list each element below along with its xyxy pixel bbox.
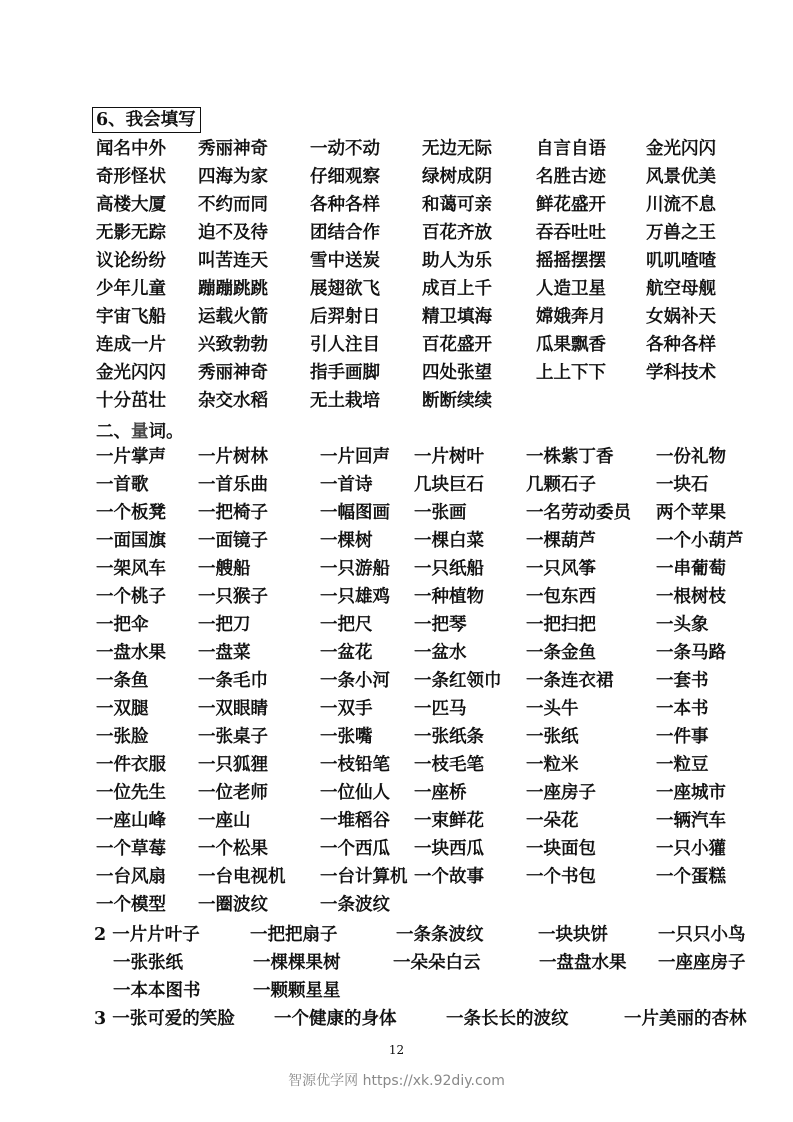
word-cell: 一条红领巾 [414, 671, 502, 691]
word-cell: 一圈波纹 [198, 895, 268, 915]
word-cell: 名胜古迹 [536, 167, 606, 187]
word-cell: 一个松果 [198, 839, 268, 859]
word-cell: 一粒豆 [656, 755, 709, 775]
word-cell: 成百上千 [422, 279, 492, 299]
grid-row [96, 219, 776, 247]
word-cell: 一条小河 [320, 671, 390, 691]
word-cell: 一套书 [656, 671, 709, 691]
phrase-item: 一只只小鸟 [658, 925, 746, 945]
word-cell: 一棵白菜 [414, 531, 484, 551]
word-cell: 一份礼物 [656, 447, 726, 467]
word-cell: 一双腿 [96, 699, 149, 719]
word-cell: 一张嘴 [320, 727, 373, 747]
word-cell: 航空母舰 [646, 279, 716, 299]
word-cell: 一双手 [320, 699, 373, 719]
word-cell: 金光闪闪 [646, 139, 716, 159]
word-cell: 一片树叶 [414, 447, 484, 467]
word-cell: 风景优美 [646, 167, 716, 187]
word-cell: 一张画 [414, 503, 467, 523]
grid-row [96, 779, 776, 807]
word-cell: 秀丽神奇 [198, 139, 268, 159]
word-cell: 一位老师 [198, 783, 268, 803]
word-cell: 一首诗 [320, 475, 373, 495]
word-cell: 兴致勃勃 [198, 335, 268, 355]
word-cell: 鲜花盛开 [536, 195, 606, 215]
phrase-item: 3 一张可爱的笑脸 [94, 1009, 235, 1029]
grid-row [96, 499, 776, 527]
word-cell: 一只狐狸 [198, 755, 268, 775]
grid-row [96, 331, 776, 359]
word-cell: 一座山 [198, 811, 251, 831]
word-cell: 一片树林 [198, 447, 268, 467]
word-cell: 一只猴子 [198, 587, 268, 607]
phrase-item: 一本本图书 [113, 981, 201, 1001]
word-cell: 一首歌 [96, 475, 149, 495]
phrase-item: 一张张纸 [113, 953, 183, 973]
word-cell: 嫦娥奔月 [536, 307, 606, 327]
word-cell: 一个板凳 [96, 503, 166, 523]
word-cell: 一张纸 [526, 727, 579, 747]
word-cell: 精卫填海 [422, 307, 492, 327]
grid-row [96, 303, 776, 331]
word-cell: 各种各样 [310, 195, 380, 215]
word-cell: 一种植物 [414, 587, 484, 607]
heading-prefix: 二、 [96, 422, 131, 442]
grid-row [96, 667, 776, 695]
word-cell: 一张纸条 [414, 727, 484, 747]
word-cell: 一枝铅笔 [320, 755, 390, 775]
word-cell: 断断续续 [422, 391, 492, 411]
word-cell: 宇宙飞船 [96, 307, 166, 327]
word-cell: 一个草莓 [96, 839, 166, 859]
grid-row [96, 471, 776, 499]
word-cell: 一盘菜 [198, 643, 251, 663]
word-cell: 连成一片 [96, 335, 166, 355]
word-cell: 一把刀 [198, 615, 251, 635]
phrase-item: 一条条波纹 [396, 925, 484, 945]
word-cell: 无边无际 [422, 139, 492, 159]
word-cell: 两个苹果 [656, 503, 726, 523]
word-cell: 指手画脚 [310, 363, 380, 383]
page-number: 12 [388, 1043, 405, 1057]
word-cell: 一个书包 [526, 867, 596, 887]
word-cell: 一座房子 [526, 783, 596, 803]
measure-word-grid [96, 443, 776, 919]
word-cell: 瓜果飘香 [536, 335, 606, 355]
word-cell: 一堆稻谷 [320, 811, 390, 831]
word-cell: 一艘船 [198, 559, 251, 579]
grid-row [96, 751, 776, 779]
word-cell: 万兽之王 [646, 223, 716, 243]
word-cell: 一束鲜花 [414, 811, 484, 831]
word-cell: 叫苦连天 [198, 251, 268, 271]
word-cell: 一只雄鸡 [320, 587, 390, 607]
word-cell: 一幅图画 [320, 503, 390, 523]
word-cell: 一个模型 [96, 895, 166, 915]
word-cell: 绿树成阴 [422, 167, 492, 187]
word-cell: 一把椅子 [198, 503, 268, 523]
word-cell: 一双眼睛 [198, 699, 268, 719]
grid-row [96, 723, 776, 751]
word-cell: 一盘水果 [96, 643, 166, 663]
word-cell: 高楼大厦 [96, 195, 166, 215]
word-cell: 少年儿童 [96, 279, 166, 299]
word-cell: 一个西瓜 [320, 839, 390, 859]
idiom-grid [96, 135, 776, 415]
word-cell: 一包东西 [526, 587, 596, 607]
phrase-item: 一把把扇子 [250, 925, 338, 945]
grid-row [96, 583, 776, 611]
word-cell: 一头牛 [526, 699, 579, 719]
phrase-item: 一盘盘水果 [539, 953, 627, 973]
grid-row [96, 135, 776, 163]
word-cell: 杂交水稻 [198, 391, 268, 411]
word-cell: 一只纸船 [414, 559, 484, 579]
word-cell: 一条连衣裙 [526, 671, 614, 691]
grid-row [96, 807, 776, 835]
word-cell: 迫不及待 [198, 223, 268, 243]
word-cell: 一本书 [656, 699, 709, 719]
word-cell: 吞吞吐吐 [536, 223, 606, 243]
word-cell: 一个蛋糕 [656, 867, 726, 887]
word-cell: 一座桥 [414, 783, 467, 803]
word-cell: 一根树枝 [656, 587, 726, 607]
word-cell: 四处张望 [422, 363, 492, 383]
grid-row [96, 443, 776, 471]
phrase-item: 一颗颗星星 [253, 981, 341, 1001]
word-cell: 引人注目 [310, 335, 380, 355]
word-cell: 一台计算机 [320, 867, 408, 887]
word-cell: 和蔼可亲 [422, 195, 492, 215]
word-cell: 团结合作 [310, 223, 380, 243]
word-cell: 一盆花 [320, 643, 373, 663]
word-cell: 一枝毛笔 [414, 755, 484, 775]
word-cell: 一条鱼 [96, 671, 149, 691]
word-cell: 仔细观察 [310, 167, 380, 187]
phrase-item: 一块块饼 [538, 925, 608, 945]
word-cell: 一台风扇 [96, 867, 166, 887]
word-cell: 几颗石子 [526, 475, 596, 495]
word-cell: 一片掌声 [96, 447, 166, 467]
word-cell: 一个桃子 [96, 587, 166, 607]
word-cell: 川流不息 [646, 195, 716, 215]
word-cell: 奇形怪状 [96, 167, 166, 187]
word-cell: 一块西瓜 [414, 839, 484, 859]
word-cell: 一把扫把 [526, 615, 596, 635]
word-cell: 雪中送炭 [310, 251, 380, 271]
phrase-item: 一片美丽的杏林 [624, 1009, 747, 1029]
word-cell: 展翅欲飞 [310, 279, 380, 299]
heading-suffix: 词。 [148, 422, 184, 442]
word-cell: 一件衣服 [96, 755, 166, 775]
grid-row [96, 163, 776, 191]
word-cell: 上上下下 [536, 363, 606, 383]
word-cell: 一棵葫芦 [526, 531, 596, 551]
word-cell: 一名劳动委员 [526, 503, 631, 523]
word-cell: 一只游船 [320, 559, 390, 579]
grid-row [96, 191, 776, 219]
heading-mark: 量 [131, 422, 149, 442]
word-cell: 一盆水 [414, 643, 467, 663]
word-cell: 一把尺 [320, 615, 373, 635]
grid-row [96, 835, 776, 863]
word-cell: 各种各样 [646, 335, 716, 355]
word-cell: 一件事 [656, 727, 709, 747]
word-cell: 一张桌子 [198, 727, 268, 747]
word-cell: 人造卫星 [536, 279, 606, 299]
word-cell: 蹦蹦跳跳 [198, 279, 268, 299]
word-cell: 十分茁壮 [96, 391, 166, 411]
grid-row [96, 863, 776, 891]
word-cell: 学科技术 [646, 363, 716, 383]
word-cell: 百花盛开 [422, 335, 492, 355]
grid-row [96, 695, 776, 723]
word-cell: 一动不动 [310, 139, 380, 159]
word-cell: 女娲补天 [646, 307, 716, 327]
word-cell: 一个小葫芦 [656, 531, 744, 551]
word-cell: 一朵花 [526, 811, 579, 831]
grid-row [96, 555, 776, 583]
word-cell: 一张脸 [96, 727, 149, 747]
grid-row [96, 527, 776, 555]
phrase-item: 一条长长的波纹 [446, 1009, 569, 1029]
word-cell: 一把伞 [96, 615, 149, 635]
word-cell: 一首乐曲 [198, 475, 268, 495]
grid-row [96, 247, 776, 275]
word-cell: 一位先生 [96, 783, 166, 803]
phrase-item: 一朵朵白云 [393, 953, 481, 973]
word-cell: 一只风筝 [526, 559, 596, 579]
word-cell: 后羿射日 [310, 307, 380, 327]
word-cell: 百花齐放 [422, 223, 492, 243]
word-cell: 金光闪闪 [96, 363, 166, 383]
word-cell: 摇摇摆摆 [536, 251, 606, 271]
measure-word-heading [96, 418, 184, 446]
section-title: 6、我会填写 [92, 107, 201, 133]
phrase-item: 一个健康的身体 [274, 1009, 397, 1029]
grid-row [96, 359, 776, 387]
grid-row [96, 387, 776, 415]
word-cell: 无土栽培 [310, 391, 380, 411]
word-cell: 一条马路 [656, 643, 726, 663]
word-cell: 运载火箭 [198, 307, 268, 327]
word-cell: 一架风车 [96, 559, 166, 579]
word-cell: 自言自语 [536, 139, 606, 159]
footer-watermark: 智源优学网 https://xk.92diy.com [288, 1073, 505, 1089]
phrase-item: 一座座房子 [658, 953, 746, 973]
word-cell: 一块面包 [526, 839, 596, 859]
phrase-item: 2 一片片叶子 [94, 925, 200, 945]
word-cell: 不约而同 [198, 195, 268, 215]
word-cell: 一粒米 [526, 755, 579, 775]
word-cell: 一只小獾 [656, 839, 726, 859]
word-cell: 一条毛巾 [198, 671, 268, 691]
word-cell: 一头象 [656, 615, 709, 635]
word-cell: 一株紫丁香 [526, 447, 614, 467]
grid-row [96, 275, 776, 303]
word-cell: 秀丽神奇 [198, 363, 268, 383]
word-cell: 一面国旗 [96, 531, 166, 551]
word-cell: 一座城市 [656, 783, 726, 803]
word-cell: 一串葡萄 [656, 559, 726, 579]
word-cell: 一块石 [656, 475, 709, 495]
word-cell: 一条波纹 [320, 895, 390, 915]
grid-row [96, 891, 776, 919]
grid-row [96, 639, 776, 667]
word-cell: 一片回声 [320, 447, 390, 467]
word-cell: 一把琴 [414, 615, 467, 635]
word-cell: 助人为乐 [422, 251, 492, 271]
word-cell: 一面镜子 [198, 531, 268, 551]
word-cell: 闻名中外 [96, 139, 166, 159]
word-cell: 一个故事 [414, 867, 484, 887]
word-cell: 四海为家 [198, 167, 268, 187]
word-cell: 一条金鱼 [526, 643, 596, 663]
grid-row [96, 611, 776, 639]
phrase-item: 一棵棵果树 [253, 953, 341, 973]
word-cell: 几块巨石 [414, 475, 484, 495]
word-cell: 无影无踪 [96, 223, 166, 243]
word-cell: 一台电视机 [198, 867, 286, 887]
word-cell: 一棵树 [320, 531, 373, 551]
word-cell: 叽叽喳喳 [646, 251, 716, 271]
word-cell: 议论纷纷 [96, 251, 166, 271]
word-cell: 一辆汽车 [656, 811, 726, 831]
word-cell: 一位仙人 [320, 783, 390, 803]
word-cell: 一匹马 [414, 699, 467, 719]
word-cell: 一座山峰 [96, 811, 166, 831]
